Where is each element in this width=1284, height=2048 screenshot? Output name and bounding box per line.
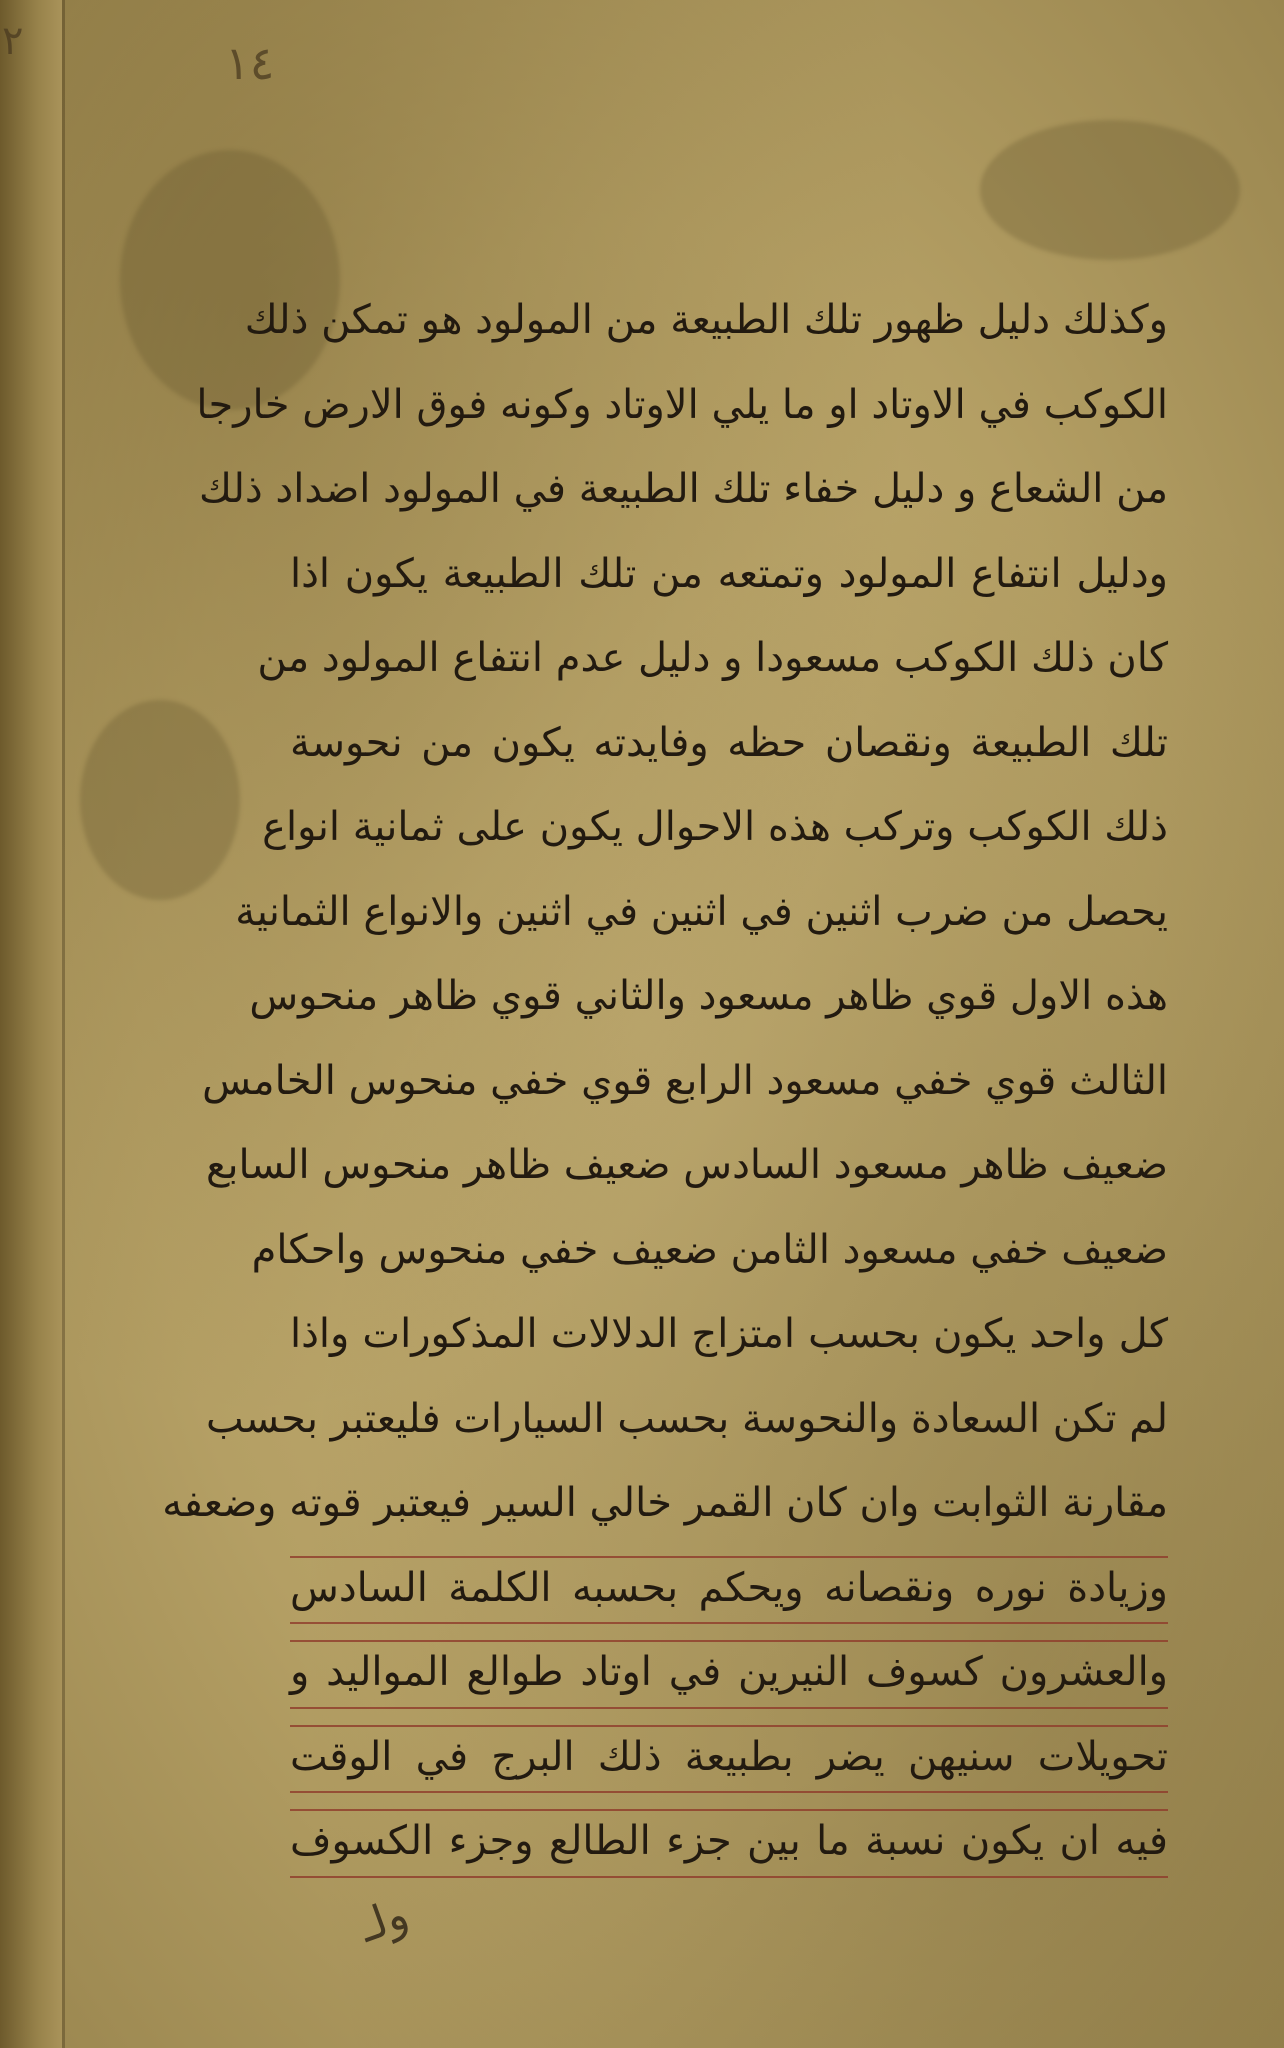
text-line: ودليل انتفاع المولود وتمتعه من تلك الطبيعة يكون اذا bbox=[290, 550, 1168, 597]
text-line: والعشرون كسوف النيرين في اوتاد طوالع المواليد و bbox=[290, 1630, 1168, 1715]
text-line: الثالث قوي خفي مسعود الرابع قوي خفي منحوس الخامس bbox=[202, 1057, 1168, 1104]
gutter-line bbox=[62, 0, 65, 2048]
text-line: كل واحد يكون بحسب امتزاج الدلالات المذكورات واذا bbox=[290, 1311, 1168, 1357]
text-line: الكوكب في الاوتاد او ما يلي الاوتاد وكونه فوق الارض خارجا bbox=[196, 381, 1168, 428]
text-line: ذلك الكوكب وتركب هذه الاحوال يكون على ثمانية انواع bbox=[262, 804, 1168, 850]
folio-number-left: ٢ bbox=[2, 18, 24, 64]
text-line: تلك الطبيعة ونقصان حظه وفايدته يكون من نحوسة bbox=[290, 719, 1168, 766]
bottom-marks: ولـ bbox=[352, 1888, 415, 1953]
page-edge bbox=[0, 0, 62, 2048]
text-line: هذه الاول قوي ظاهر مسعود والثاني قوي ظاهر منحوس bbox=[249, 973, 1168, 1019]
text-line: ضعيف ظاهر مسعود السادس ضعيف ظاهر منحوس السابع bbox=[206, 1142, 1168, 1188]
text-line: وكذلك دليل ظهور تلك الطبيعة من المولود هو تمكن ذلك bbox=[244, 297, 1168, 343]
text-line: من الشعاع و دليل خفاء تلك الطبيعة في المولود اضداد ذلك bbox=[198, 466, 1168, 512]
text-line: فيه ان يكون نسبة ما بين جزء الطالع وجزء الكسوف bbox=[290, 1799, 1168, 1884]
manuscript-text bbox=[162, 278, 1168, 1884]
text-line: تحويلات سنيهن يضر بطبيعة ذلك البرج في الوقت bbox=[290, 1715, 1168, 1800]
stain bbox=[980, 120, 1240, 260]
text-line: مقارنة الثوابت وان كان القمر خالي السير فيعتبر قوته وضعفه bbox=[162, 1480, 1168, 1526]
stain bbox=[80, 700, 240, 900]
text-line: وزيادة نوره ونقصانه ويحكم بحسبه الكلمة السادس bbox=[290, 1546, 1168, 1631]
text-line: لم تكن السعادة والنحوسة بحسب السيارات فليعتبر بحسب bbox=[206, 1395, 1168, 1442]
folio-number-top: ١٤ bbox=[225, 36, 275, 90]
text-line: كان ذلك الكوكب مسعودا و دليل عدم انتفاع المولود من bbox=[257, 635, 1168, 681]
text-line: ضعيف خفي مسعود الثامن ضعيف خفي منحوس واحكام bbox=[251, 1226, 1168, 1273]
text-line: يحصل من ضرب اثنين في اثنين في اثنين والانواع الثمانية bbox=[235, 888, 1168, 935]
